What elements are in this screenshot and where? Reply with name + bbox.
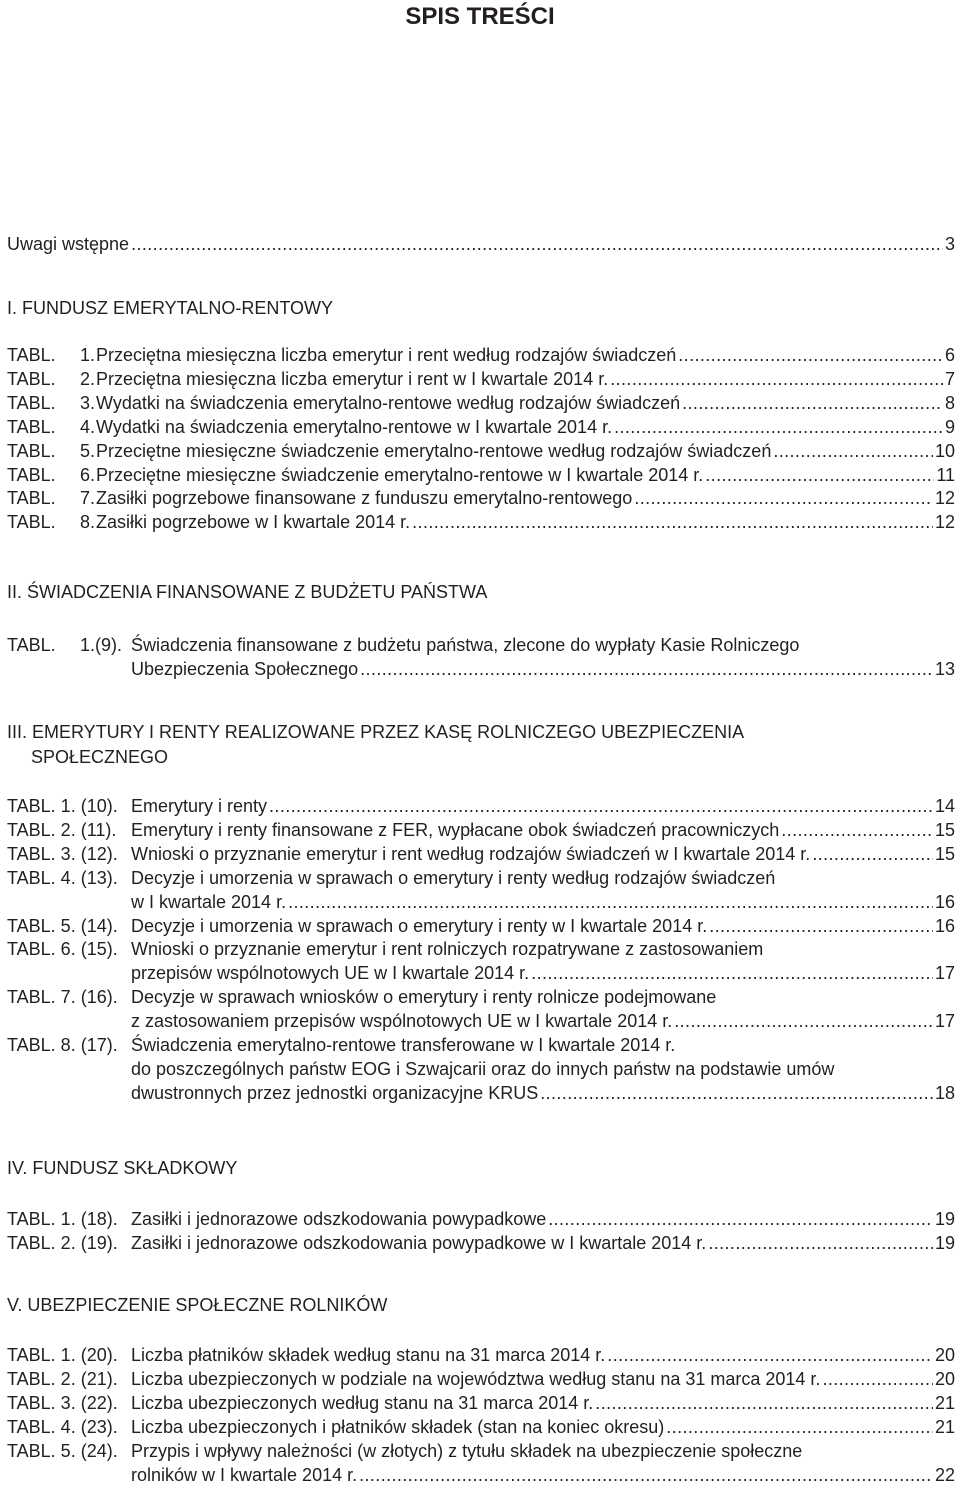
toc-page-number: 12 bbox=[934, 488, 955, 509]
toc-entry-number: 6. bbox=[80, 464, 96, 485]
toc-page-number: 17 bbox=[934, 963, 955, 984]
toc-entry-line bbox=[7, 1463, 955, 1487]
toc-page-number: 20 bbox=[934, 1368, 955, 1389]
toc-entry-body bbox=[7, 232, 955, 256]
section-heading: III. EMERYTURY I RENTY REALIZOWANE PRZEZ KASĘ ROLNICZEGO UBEZPIECZENIA bbox=[7, 722, 745, 742]
leader-dots bbox=[595, 1391, 933, 1415]
toc-entry-label: TABL. bbox=[7, 392, 56, 413]
toc-page-number: 18 bbox=[934, 1082, 955, 1103]
toc-entry-title: Świadczenia finansowane z budżetu państwa, zlecone do wypłaty Kasie Rolniczego bbox=[131, 635, 800, 655]
toc-entry-body bbox=[131, 1033, 955, 1057]
toc-entry-title: Liczba płatników składek według stanu na 31 marca 2014 r. bbox=[131, 1345, 606, 1365]
toc-entry-title: w I kwartale 2014 r. bbox=[131, 891, 287, 912]
toc-page-number: 3 bbox=[944, 234, 955, 254]
toc-entry-line bbox=[7, 1391, 955, 1415]
toc-entry-title: Przeciętne miesięczne świadczenie emerytalno-rentowe według rodzajów świadczeń bbox=[96, 440, 772, 461]
section-heading: I. FUNDUSZ EMERYTALNO-RENTOWY bbox=[7, 298, 334, 318]
toc-entry-body bbox=[131, 1439, 955, 1463]
toc-entry-body bbox=[131, 1231, 955, 1255]
toc-entry-title: Wydatki na świadczenia emerytalno-rentowe w I kwartale 2014 r. bbox=[96, 416, 613, 437]
toc-entry-line bbox=[7, 1231, 955, 1255]
toc-entry-title: Wydatki na świadczenia emerytalno-rentowe według rodzajów świadczeń bbox=[96, 392, 681, 413]
toc-page-number: 22 bbox=[934, 1464, 955, 1485]
leader-dots bbox=[412, 510, 933, 534]
leader-dots bbox=[288, 890, 933, 914]
toc-entry-line bbox=[7, 1415, 955, 1439]
leader-dots bbox=[540, 1081, 933, 1105]
leader-dots bbox=[614, 415, 943, 439]
toc-page-number: 8 bbox=[944, 392, 955, 413]
toc-entry-line bbox=[7, 985, 955, 1009]
toc-entry-line bbox=[7, 1343, 955, 1367]
toc-entry-body bbox=[131, 937, 955, 961]
toc-entry-line bbox=[7, 1057, 955, 1081]
toc-entry-line bbox=[7, 842, 955, 866]
leader-dots bbox=[360, 657, 933, 681]
toc-entry-number: 7. bbox=[80, 488, 96, 509]
toc-page-number: 20 bbox=[934, 1345, 955, 1365]
toc-entry-title: Wnioski o przyznanie emerytur i rent rolniczych rozpatrywane z zastosowaniem bbox=[131, 939, 764, 960]
toc-entry-body bbox=[131, 1391, 955, 1415]
toc-entry-label: TABL. bbox=[7, 512, 56, 533]
toc-entry-line bbox=[7, 1367, 955, 1391]
toc-entry-label: TABL. 5. (14). bbox=[7, 915, 118, 936]
toc-entry-title: Decyzje w sprawach wniosków o emerytury i renty rolnicze podejmowane bbox=[131, 987, 717, 1008]
toc-entry-intro[interactable] bbox=[7, 232, 955, 256]
toc-entry-line bbox=[7, 633, 955, 657]
toc-entry-label: TABL. 4. (13). bbox=[7, 867, 118, 888]
toc-entry-title: do poszczególnych państw EOG i Szwajcarii oraz do innych państw na podstawie umów bbox=[131, 1058, 835, 1079]
leader-dots bbox=[773, 439, 933, 463]
leader-dots bbox=[269, 794, 933, 818]
toc-entry-label: TABL. bbox=[7, 488, 56, 509]
toc-entry-title: Zasiłki i jednorazowe odszkodowania powypadkowe w I kwartale 2014 r. bbox=[131, 1232, 707, 1253]
toc-entry-title: Liczba ubezpieczonych według stanu na 31 marca 2014 r. bbox=[131, 1392, 594, 1413]
toc-entry-title: Zasiłki pogrzebowe w I kwartale 2014 r. bbox=[96, 512, 411, 533]
toc-entry-line bbox=[7, 367, 955, 391]
toc-entry-title: Liczba ubezpieczonych i płatników składek (stan na koniec okresu) bbox=[131, 1416, 665, 1437]
toc-entry-label: TABL. 8. (17). bbox=[7, 1035, 118, 1055]
toc-entry-line bbox=[7, 1033, 955, 1057]
leader-dots bbox=[674, 1009, 933, 1033]
toc-entry-body bbox=[131, 961, 955, 985]
toc-entry-body bbox=[131, 794, 955, 818]
toc-entry-body bbox=[131, 1463, 955, 1487]
leader-dots bbox=[812, 842, 933, 866]
toc-entry-title: Przeciętna miesięczna liczba emerytur i rent w I kwartale 2014 r. bbox=[96, 368, 609, 389]
toc-entry-label: TABL. 1. (20). bbox=[7, 1345, 118, 1365]
toc-page-number: 11 bbox=[936, 464, 955, 485]
leader-dots bbox=[666, 1415, 933, 1439]
leader-dots bbox=[131, 232, 943, 256]
leader-dots bbox=[781, 818, 933, 842]
toc-entry-body bbox=[131, 633, 955, 657]
toc-entry-body bbox=[96, 486, 955, 510]
section-heading: II. ŚWIADCZENIA FINANSOWANE Z BUDŻETU PAŃSTWA bbox=[7, 582, 488, 602]
toc-entry-title: dwustronnych przez jednostki organizacyjne KRUS bbox=[131, 1082, 539, 1103]
leader-dots bbox=[709, 914, 933, 938]
toc-entry-body bbox=[131, 1081, 955, 1105]
toc-entry-label: TABL. 3. (12). bbox=[7, 843, 118, 864]
toc-entry-number: 8. bbox=[80, 512, 96, 533]
toc-entry-line bbox=[7, 866, 955, 890]
leader-dots bbox=[359, 1463, 933, 1487]
toc-entry-body bbox=[96, 510, 955, 534]
toc-page-number: 21 bbox=[934, 1392, 955, 1413]
toc-entry-title: Przeciętne miesięczne świadczenie emerytalno-rentowe w I kwartale 2014 r. bbox=[96, 464, 704, 485]
toc-entry-title: rolników w I kwartale 2014 r. bbox=[131, 1464, 358, 1485]
toc-page-number: 9 bbox=[944, 416, 955, 437]
toc-entry-label: TABL. 3. (22). bbox=[7, 1392, 118, 1413]
toc-page-number: 13 bbox=[934, 658, 955, 679]
toc-entry-title: Liczba ubezpieczonych w podziale na województwa według stanu na 31 marca 2014 r. bbox=[131, 1368, 821, 1389]
toc-entry-body bbox=[131, 818, 955, 842]
toc-page-number: 10 bbox=[934, 440, 955, 461]
toc-entry-title: Decyzje i umorzenia w sprawach o emerytury i renty według rodzajów świadczeń bbox=[131, 867, 776, 888]
toc-page-number: 19 bbox=[934, 1209, 955, 1229]
leader-dots bbox=[822, 1367, 933, 1391]
toc-entry-line bbox=[7, 463, 955, 487]
toc-entry-body bbox=[131, 1207, 955, 1231]
toc-entry-label: TABL. 7. (16). bbox=[7, 987, 118, 1008]
toc-entry-title: Świadczenia emerytalno-rentowe transferowane w I kwartale 2014 r. bbox=[131, 1035, 676, 1055]
toc-page-number: 7 bbox=[944, 368, 955, 389]
toc-entry-body bbox=[96, 439, 955, 463]
toc-entry-body bbox=[131, 842, 955, 866]
section-heading: V. UBEZPIECZENIE SPOŁECZNE ROLNIKÓW bbox=[7, 1295, 388, 1315]
toc-entry-label: TABL. bbox=[7, 635, 56, 655]
toc-entry-line bbox=[7, 1009, 955, 1033]
toc-entry-line bbox=[7, 1207, 955, 1231]
toc-entry-number: 3. bbox=[80, 392, 96, 413]
toc-entry-body bbox=[131, 1057, 955, 1081]
section-heading-continued: SPOŁECZNEGO bbox=[31, 747, 169, 767]
toc-page-number: 16 bbox=[934, 915, 955, 936]
toc-entry-line bbox=[7, 1081, 955, 1105]
leader-dots bbox=[705, 463, 934, 487]
page-title: SPIS TREŚCI bbox=[405, 3, 555, 30]
toc-page-number: 15 bbox=[934, 819, 955, 840]
toc-entry-label: TABL. 2. (21). bbox=[7, 1368, 118, 1389]
toc-entry-line bbox=[7, 510, 955, 534]
toc-entry-label: TABL. 2. (11). bbox=[7, 819, 117, 840]
toc-entry-line bbox=[7, 391, 955, 415]
toc-entry-body bbox=[131, 985, 955, 1009]
toc-entry-body bbox=[131, 866, 955, 890]
toc-entry-line bbox=[7, 1439, 955, 1463]
toc-entry-label: TABL. 1. (10). bbox=[7, 796, 118, 816]
toc-entry-body bbox=[131, 890, 955, 914]
section-heading: IV. FUNDUSZ SKŁADKOWY bbox=[7, 1158, 238, 1178]
toc-entry-body bbox=[131, 1415, 955, 1439]
toc-entry-line bbox=[7, 439, 955, 463]
toc-page-number: 16 bbox=[934, 891, 955, 912]
toc-entry-line bbox=[7, 657, 955, 681]
toc-entry-line bbox=[7, 343, 955, 367]
toc-entry-title: Zasiłki pogrzebowe finansowane z funduszu emerytalno-rentowego bbox=[96, 488, 633, 509]
toc-entry-line bbox=[7, 415, 955, 439]
toc-entry-body bbox=[131, 657, 955, 681]
leader-dots bbox=[634, 486, 933, 510]
toc-entry-number: 1. bbox=[80, 345, 96, 365]
toc-entry-label: TABL. 6. (15). bbox=[7, 939, 118, 960]
toc-entry-body bbox=[96, 367, 955, 391]
toc-entry-body bbox=[96, 343, 955, 367]
toc-entry-title: przepisów wspólnotowych UE w I kwartale 2014 r. bbox=[131, 963, 530, 984]
toc-entry-label: TABL. 1. (18). bbox=[7, 1209, 118, 1229]
toc-entry-label: TABL. bbox=[7, 345, 56, 365]
toc-entry-label: TABL. bbox=[7, 416, 56, 437]
toc-entry-title: Uwagi wstępne bbox=[7, 234, 130, 254]
toc-entry-label: TABL. bbox=[7, 368, 56, 389]
toc-entry-body bbox=[96, 391, 955, 415]
toc-entry-line bbox=[7, 486, 955, 510]
toc-page-number: 21 bbox=[934, 1416, 955, 1437]
toc-entry-title: z zastosowaniem przepisów wspólnotowych UE w I kwartale 2014 r. bbox=[131, 1011, 673, 1032]
leader-dots bbox=[607, 1343, 933, 1367]
toc-entry-line bbox=[7, 937, 955, 961]
toc-page-number: 12 bbox=[934, 512, 955, 533]
toc-entry-number: 4. bbox=[80, 416, 96, 437]
toc-entry-body bbox=[96, 415, 955, 439]
toc-entry-title: Wnioski o przyznanie emerytur i rent według rodzajów świadczeń w I kwartale 2014 r. bbox=[131, 843, 811, 864]
leader-dots bbox=[610, 367, 943, 391]
toc-entry-title: Ubezpieczenia Społecznego bbox=[131, 658, 359, 679]
toc-entry-label: TABL. bbox=[7, 464, 56, 485]
toc-entry-title: Zasiłki i jednorazowe odszkodowania powypadkowe bbox=[131, 1209, 547, 1229]
toc-entry-label: TABL. 5. (24). bbox=[7, 1440, 118, 1461]
toc-entry-title: Przypis i wpływy należności (w złotych) z tytułu składek na ubezpieczenie społeczne bbox=[131, 1440, 803, 1461]
toc-entry-label: TABL. 2. (19). bbox=[7, 1232, 118, 1253]
toc-entry-line bbox=[7, 961, 955, 985]
toc-page-number: 6 bbox=[944, 345, 955, 365]
toc-entry-title: Decyzje i umorzenia w sprawach o emerytury i renty w I kwartale 2014 r. bbox=[131, 915, 708, 936]
toc-entry-line bbox=[7, 794, 955, 818]
toc-page-number: 15 bbox=[934, 843, 955, 864]
toc-entry-number: 5. bbox=[80, 440, 96, 461]
leader-dots bbox=[682, 391, 943, 415]
toc-entry-label: TABL. 4. (23). bbox=[7, 1416, 118, 1437]
toc-entry-line bbox=[7, 890, 955, 914]
toc-entry-number: 1.(9). bbox=[80, 635, 123, 655]
toc-entry-line bbox=[7, 818, 955, 842]
leader-dots bbox=[531, 961, 933, 985]
toc-entry-number: 2. bbox=[80, 368, 96, 389]
toc-entry-title: Emerytury i renty finansowane z FER, wypłacane obok świadczeń pracowniczych bbox=[131, 819, 780, 840]
toc-page-number: 14 bbox=[934, 796, 955, 816]
toc-entry-body bbox=[131, 1343, 955, 1367]
toc-page-number: 17 bbox=[934, 1011, 955, 1032]
toc-entry-body bbox=[96, 463, 955, 487]
leader-dots bbox=[548, 1207, 933, 1231]
leader-dots bbox=[678, 343, 943, 367]
toc-entry-label: TABL. bbox=[7, 440, 56, 461]
toc-entry-line bbox=[7, 914, 955, 938]
toc-entry-title: Emerytury i renty bbox=[131, 796, 268, 816]
toc-page-number: 19 bbox=[934, 1232, 955, 1253]
toc-entry-body bbox=[131, 1367, 955, 1391]
toc-entry-title: Przeciętna miesięczna liczba emerytur i rent według rodzajów świadczeń bbox=[96, 345, 677, 365]
leader-dots bbox=[708, 1231, 933, 1255]
toc-entry-body bbox=[131, 914, 955, 938]
toc-entry-body bbox=[131, 1009, 955, 1033]
